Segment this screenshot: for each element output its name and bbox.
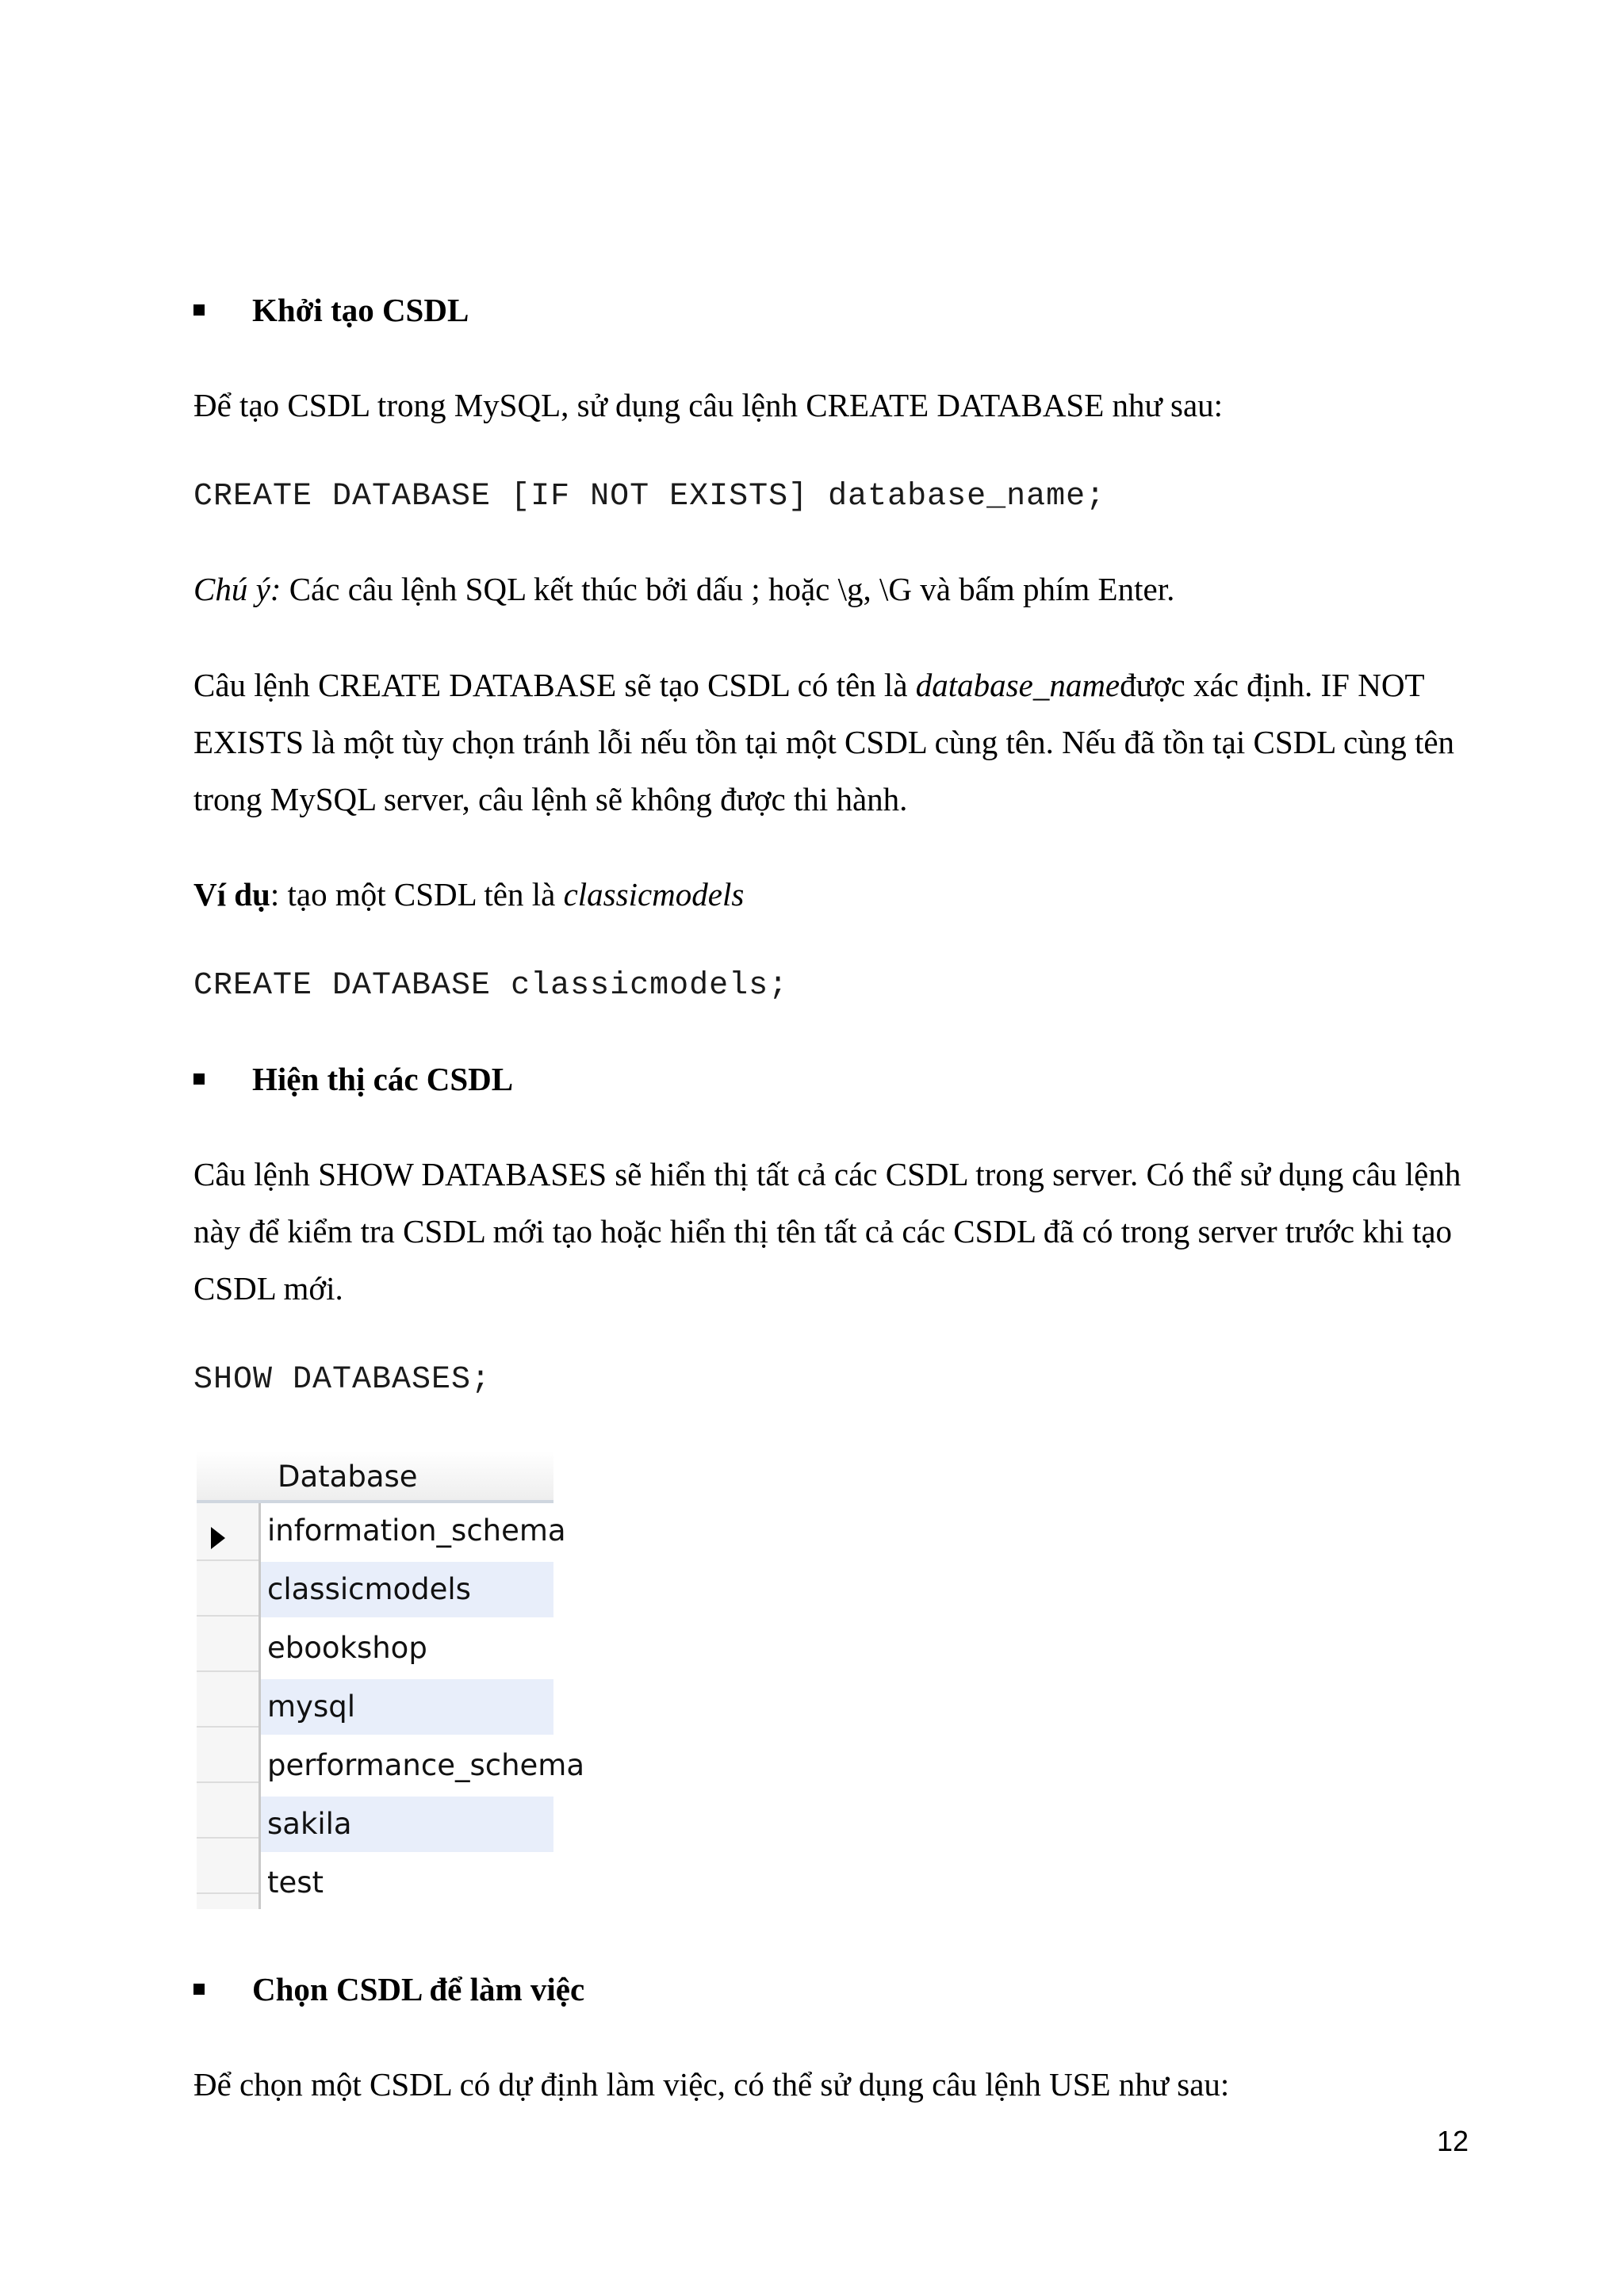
current-row-arrow-icon (211, 1527, 225, 1549)
create-intro: Để tạo CSDL trong MySQL, sử dụng câu lệnh CREATE DATABASE như sau: (193, 387, 1224, 423)
show-databases-code: SHOW DATABASES; (193, 1362, 492, 1398)
create-example (193, 866, 1478, 923)
grid-row[interactable]: performance_schema (267, 1748, 585, 1782)
create-example-code: CREATE DATABASE classicmodels; (193, 968, 789, 1004)
note-label: Chú ý: (193, 571, 282, 607)
result-grid (197, 1451, 585, 1909)
gutter-divider (197, 1559, 259, 1561)
show-description: Câu lệnh SHOW DATABASES sẽ hiển thị tất cả các CSDL trong server. Có thể sử dụng câu lệnh này để kiểm tra CSDL mới tạo hoặc hiển thị tên tất cả các CSDL đã có trong server trước khi tạo CSDL mới. (193, 1156, 1461, 1307)
desc-part1: Câu lệnh CREATE DATABASE sẽ tạo CSDL có tên là (193, 667, 916, 703)
grid-row[interactable]: test (267, 1866, 324, 1900)
bullet-icon (193, 1073, 205, 1085)
section-heading-use: Chọn CSDL để làm việc (252, 1971, 585, 2007)
desc-db-name: database_name (915, 667, 1120, 703)
example-text: : tạo một CSDL tên là (270, 876, 564, 913)
note-text: Các câu lệnh SQL kết thúc bởi dấu ; hoặc \g, \G và bấm phím Enter. (281, 571, 1175, 607)
column-header-database[interactable]: Database (259, 1451, 553, 1503)
section-heading-create: Khởi tạo CSDL (252, 292, 469, 328)
page-number: 12 (1437, 2125, 1469, 2157)
create-description (193, 656, 1478, 828)
grid-row[interactable]: information_schema (267, 1513, 566, 1548)
gutter-divider (197, 1670, 259, 1672)
gutter-divider (197, 1726, 259, 1728)
gutter-divider (197, 1781, 259, 1783)
example-label: Ví dụ (193, 876, 270, 913)
create-syntax-code: CREATE DATABASE [IF NOT EXISTS] database_name; (193, 479, 1106, 515)
grid-row[interactable]: classicmodels (261, 1562, 553, 1617)
grid-row[interactable]: ebookshop (267, 1631, 427, 1665)
create-note (193, 561, 1478, 618)
grid-row[interactable]: sakila (261, 1797, 553, 1852)
desc-part2: được xác định. IF NOT EXISTS là một tùy chọn tránh lỗi nếu tồn tại một CSDL cùng tên. Nếu đã tồn tại CSDL cùng tên trong MySQL server, câu lệnh sẽ không được thi hành. (193, 667, 1455, 817)
row-gutter (197, 1451, 261, 1909)
gutter-divider (197, 1892, 259, 1894)
grid-row[interactable]: mysql (261, 1679, 553, 1735)
bullet-icon (193, 304, 205, 316)
gutter-divider (197, 1615, 259, 1617)
gutter-divider (197, 1837, 259, 1839)
header-gutter (197, 1451, 259, 1503)
use-description: Để chọn một CSDL có dự định làm việc, có thể sử dụng câu lệnh USE như sau: (193, 2066, 1230, 2103)
example-db-name: classicmodels (563, 876, 745, 913)
section-heading-show: Hiện thị các CSDL (252, 1061, 514, 1097)
bullet-icon (193, 1984, 205, 1995)
